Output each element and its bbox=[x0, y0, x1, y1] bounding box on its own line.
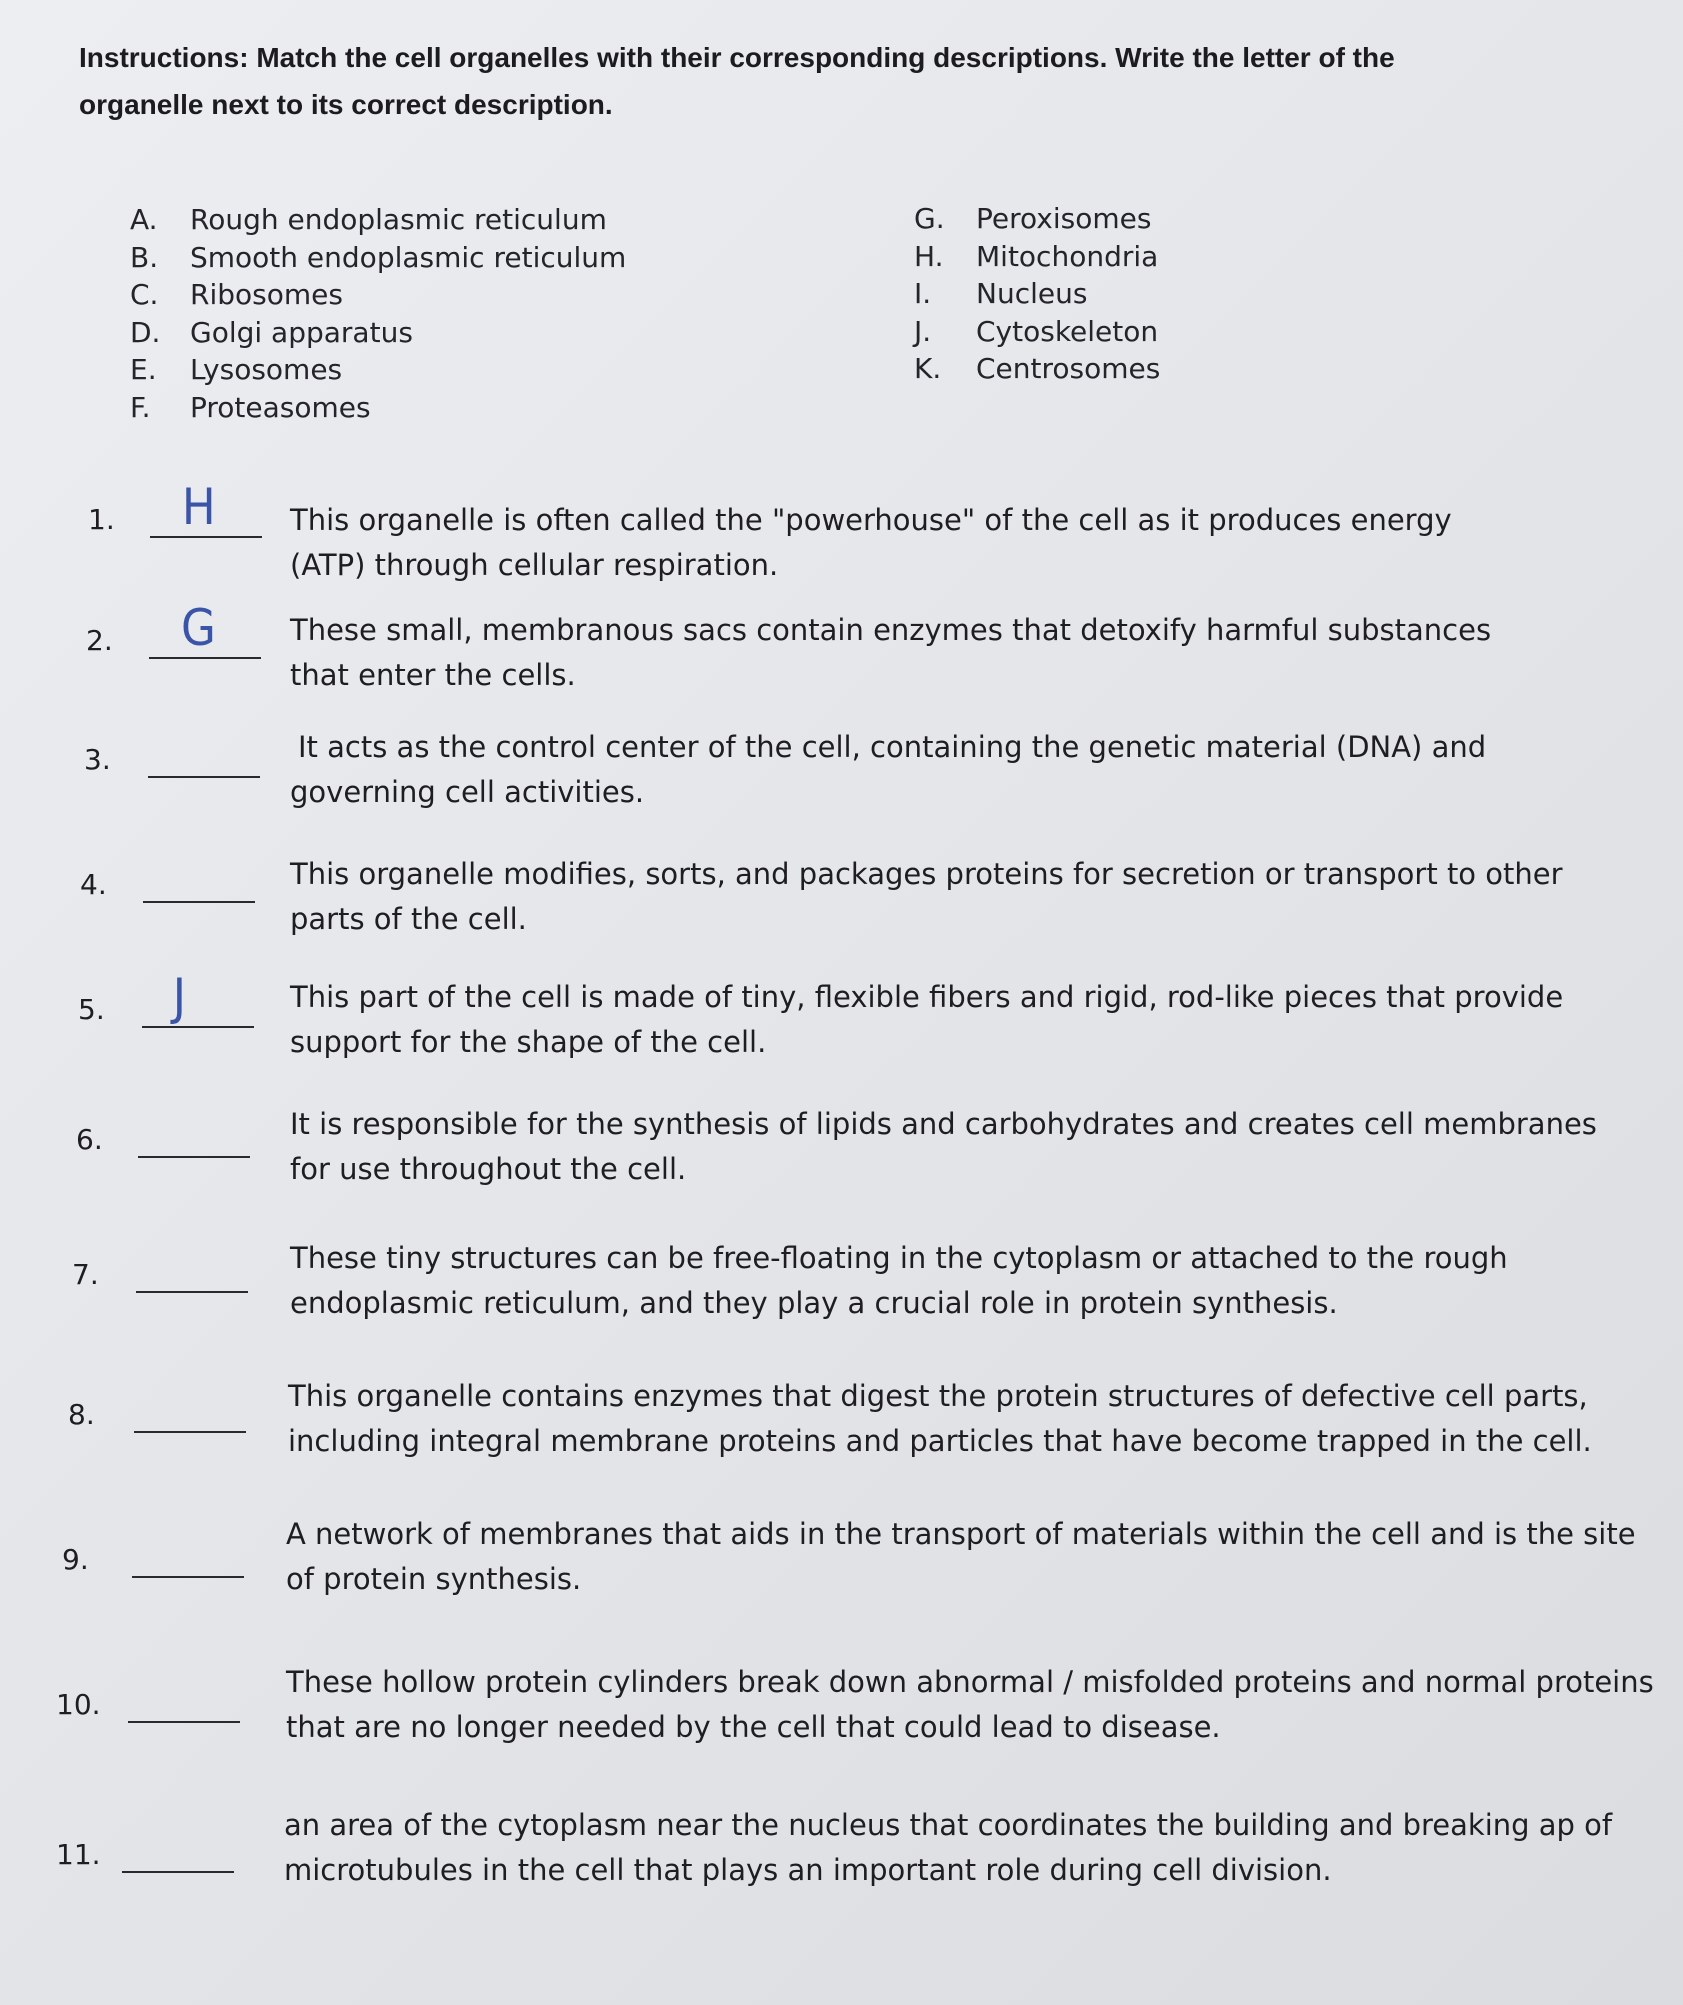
question-text: an area of the cytoplasm near the nucleus that coordinates the building and breaking ap of microtubules in the cell that plays an important role during cell division. bbox=[284, 1808, 1613, 1887]
option-item bbox=[130, 389, 626, 427]
option-name: Smooth endoplasmic reticulum bbox=[190, 240, 627, 274]
option-letter: I. bbox=[914, 277, 932, 310]
question-text: These small, membranous sacs contain enzymes that detoxify harmful substances that enter the cells. bbox=[290, 613, 1492, 692]
option-name: Peroxisomes bbox=[976, 202, 1152, 235]
option-name: Proteasomes bbox=[190, 390, 371, 424]
question-text: A network of membranes that aids in the transport of materials within the cell and is the site of protein synthesis. bbox=[286, 1517, 1636, 1596]
question-number: 3. bbox=[84, 743, 111, 776]
option-name: Nucleus bbox=[976, 277, 1088, 310]
option-item bbox=[130, 239, 626, 277]
question-text: It is responsible for the synthesis of lipids and carbohydrates and creates cell membranes for use throughout the cell. bbox=[290, 1107, 1597, 1186]
question-text: This organelle modifies, sorts, and packages proteins for secretion or transport to other parts of the cell. bbox=[290, 857, 1563, 936]
question-text: These tiny structures can be free-floating in the cytoplasm or attached to the rough endoplasmic reticulum, and they play a crucial role in protein synthesis. bbox=[290, 1241, 1508, 1320]
answer-blank[interactable] bbox=[143, 856, 255, 903]
question-number: 4. bbox=[80, 868, 107, 901]
option-item bbox=[914, 313, 1160, 351]
question-text: This organelle contains enzymes that digest the protein structures of defective cell parts, including integral membrane proteins and particles that have become trapped in the cell. bbox=[288, 1379, 1592, 1458]
option-name: Rough endoplasmic reticulum bbox=[190, 203, 607, 236]
answer-blank[interactable] bbox=[138, 1111, 250, 1158]
question-number: 6. bbox=[76, 1123, 103, 1156]
question-number: 10. bbox=[56, 1688, 101, 1721]
option-item bbox=[130, 314, 626, 352]
question-text: This part of the cell is made of tiny, flexible fibers and rigid, rod-like pieces that provide support for the shape of the cell. bbox=[290, 980, 1564, 1059]
option-name: Lysosomes bbox=[190, 353, 343, 386]
question-number: 7. bbox=[72, 1258, 99, 1291]
option-letter: H. bbox=[914, 239, 944, 273]
option-item bbox=[130, 351, 626, 389]
options-list-left bbox=[130, 201, 626, 426]
instructions-text: Instructions: Match the cell organelles with their corresponding descriptions. Write the letter of the organelle next to its correct description. bbox=[79, 42, 1395, 120]
question-number: 11. bbox=[56, 1838, 101, 1871]
answer-blank[interactable] bbox=[150, 478, 262, 538]
question-text: It acts as the control center of the cell, containing the genetic material (DNA) and governing cell activities. bbox=[290, 730, 1487, 809]
question-number: 9. bbox=[62, 1543, 89, 1576]
option-item bbox=[914, 238, 1160, 276]
question-number: 5. bbox=[78, 993, 105, 1026]
option-item bbox=[914, 275, 1160, 313]
handwritten-answer: H bbox=[181, 478, 216, 536]
option-name: Cytoskeleton bbox=[976, 314, 1159, 348]
option-name: Ribosomes bbox=[190, 278, 343, 311]
option-letter: E. bbox=[130, 353, 157, 386]
handwritten-answer: G bbox=[180, 599, 216, 657]
option-name: Centrosomes bbox=[976, 352, 1161, 385]
option-letter: G. bbox=[914, 202, 945, 235]
options-list-right bbox=[914, 200, 1160, 388]
answer-blank[interactable] bbox=[148, 731, 260, 778]
answer-blank[interactable] bbox=[136, 1246, 248, 1293]
answer-blank[interactable] bbox=[122, 1826, 234, 1873]
option-item bbox=[914, 350, 1160, 388]
question-number: 1. bbox=[88, 503, 115, 536]
answer-blank[interactable] bbox=[149, 599, 261, 659]
option-name: Mitochondria bbox=[976, 239, 1159, 273]
option-letter: C. bbox=[130, 278, 159, 311]
answer-blank[interactable] bbox=[134, 1386, 246, 1433]
answer-blank[interactable] bbox=[128, 1676, 240, 1723]
answer-blank[interactable] bbox=[142, 968, 254, 1028]
option-name: Golgi apparatus bbox=[190, 315, 413, 349]
question-number: 2. bbox=[86, 624, 113, 657]
option-item bbox=[130, 201, 626, 239]
question-text: These hollow protein cylinders break down abnormal / misfolded proteins and normal proteins that are no longer needed by the cell that could lead to disease. bbox=[286, 1665, 1654, 1744]
handwritten-answer: J bbox=[172, 968, 187, 1026]
answer-blank[interactable] bbox=[132, 1531, 244, 1578]
question-number: 8. bbox=[68, 1398, 95, 1431]
option-letter: D. bbox=[130, 315, 161, 349]
option-letter: B. bbox=[130, 240, 159, 274]
option-letter: J. bbox=[914, 314, 932, 348]
option-item bbox=[914, 200, 1160, 238]
option-letter: A. bbox=[130, 203, 158, 236]
question-text: This organelle is often called the "powerhouse" of the cell as it produces energy (ATP) through cellular respiration. bbox=[290, 503, 1452, 582]
option-letter: F. bbox=[130, 390, 151, 424]
option-letter: K. bbox=[914, 352, 942, 385]
option-item bbox=[130, 276, 626, 314]
